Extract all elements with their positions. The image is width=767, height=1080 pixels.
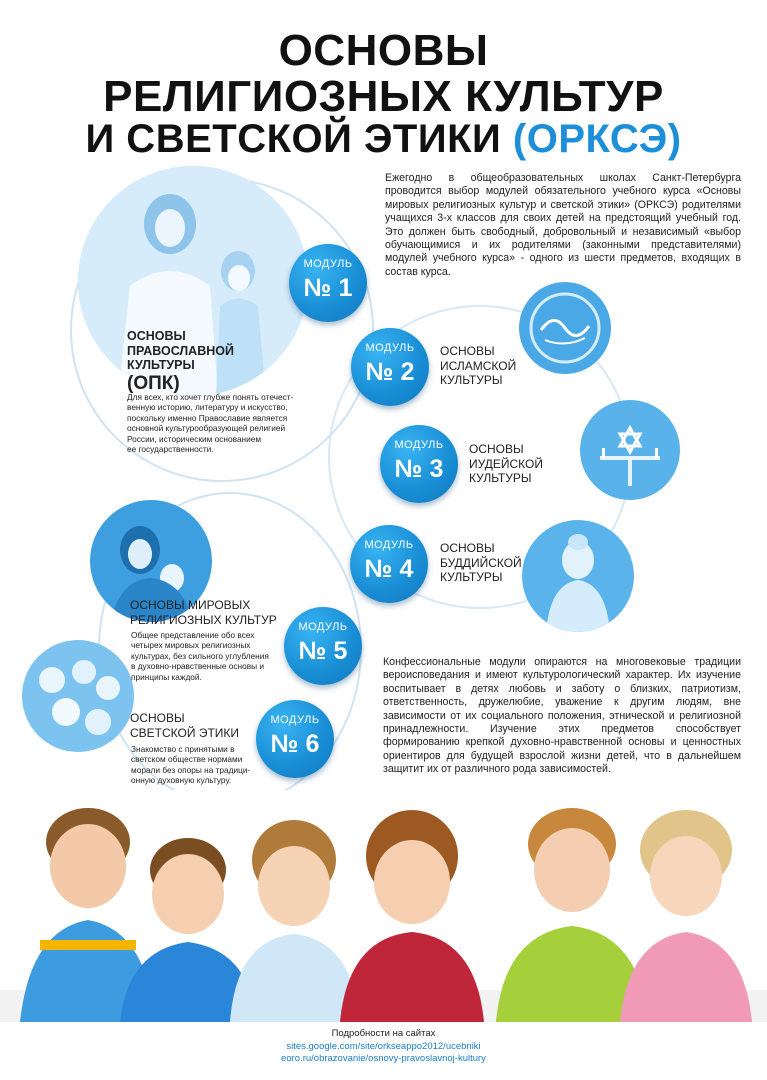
- title-line-3: [0, 118, 767, 160]
- module-2-title-line: КУЛЬТУРЫ: [440, 373, 503, 387]
- module-1-title-line: ПРАВОСЛАВНОЙ: [127, 343, 234, 358]
- description-line: Для всех, кто хочет глубже понять отечест-: [127, 392, 294, 402]
- module-1-description: [127, 392, 293, 454]
- description-line: венную историю, литературу и искусство,: [127, 402, 288, 413]
- description-line: поскольку именно Православие является: [127, 412, 288, 423]
- module-1-abbreviation: (ОПК): [127, 372, 180, 394]
- module-5-title: [130, 598, 277, 627]
- module-5-description: [131, 630, 269, 682]
- description-line: четырех мировых религиозных: [131, 640, 251, 651]
- title-line-1: ОСНОВЫ: [278, 26, 489, 75]
- module-2-title-line: ИСЛАМСКОЙ: [440, 358, 517, 373]
- description-line: культурах, без сильного углубления: [131, 650, 269, 661]
- description-line: России, историческим основанием: [127, 433, 262, 444]
- module-6-title: [130, 711, 239, 740]
- title-abbreviation: (ОРКСЭ): [512, 117, 682, 161]
- module-2-number: № 2: [365, 358, 415, 386]
- module-2-title-line: ОСНОВЫ: [440, 344, 495, 358]
- module-5-title-line: ОСНОВЫ МИРОВЫХ: [130, 598, 251, 612]
- description-line: в духовно-нравственные основы и: [131, 661, 265, 672]
- module-6-title-line: ОСНОВЫ: [130, 711, 185, 725]
- intro-paragraph: Ежегодно в общеобразовательных школах Санкт-Петербурга проводится выбор модулей обязательного учебного курса «Основы мировых религиозных культур и светской этики» (ОРКСЭ) родителями учащихся 3-х классов для своих детей на предстоящий учебный год. Это должен быть свободный, добровольный и независимый «выбор обучающимися и их родителями (законными представителями) модулей учебного курса» - одного из шести предметов, входящих в состав курса.: [385, 172, 741, 278]
- children-photo: [0, 790, 767, 1022]
- description-line: основной культурообразующей религией: [127, 423, 286, 434]
- module-3-title-line: ОСНОВЫ: [469, 442, 524, 456]
- description-line: онную духовную культуру.: [131, 775, 232, 786]
- module-2-label: МОДУЛЬ: [365, 342, 415, 354]
- title-line-3-main: И СВЕТСКОЙ ЭТИКИ: [85, 117, 502, 161]
- module-1-number: № 1: [303, 274, 353, 302]
- children-group-illustration: [22, 640, 134, 752]
- module-5-badge: [284, 607, 362, 685]
- module-3-badge: [380, 425, 458, 503]
- module-4-number: № 4: [364, 555, 414, 583]
- footer-link-1[interactable]: sites.google.com/site/orkseappo2012/ucebniki: [286, 1041, 481, 1052]
- title-line-2: РЕЛИГИОЗНЫХ КУЛЬТУР: [103, 72, 664, 121]
- module-5-number: № 5: [298, 637, 348, 665]
- module-4-title-line: КУЛЬТУРЫ: [440, 570, 503, 584]
- module-3-label: МОДУЛЬ: [394, 439, 444, 451]
- buddhist-illustration: [522, 520, 634, 632]
- description-line: светском обществе нормами: [131, 754, 243, 765]
- module-4-title-line: ОСНОВЫ: [440, 541, 495, 555]
- judaic-illustration: [580, 400, 680, 500]
- module-6-title-line: СВЕТСКОЙ ЭТИКИ: [130, 725, 240, 740]
- module-3-title: [469, 442, 543, 486]
- module-3-title-line: ИУДЕЙСКОЙ: [469, 456, 543, 471]
- module-1-badge: [289, 244, 367, 322]
- module-4-label: МОДУЛЬ: [364, 539, 414, 551]
- module-1-title-line: КУЛЬТУРЫ: [127, 358, 195, 372]
- module-2-badge: [351, 328, 429, 406]
- footer-label: Подробности на сайтах: [331, 1028, 436, 1039]
- closing-paragraph: Конфессиональные модули опираются на многовековые традиции вероисповедания и имеют культурологический характер. Их изучение воспитывает в детях любовь и заботу о близких, патриотизм, ответственность, дружелюбие, уважение к другим людям, вне зависимости от их социального положения, этнической и религиозной принадлежности. Изучение этих предметов способствует формированию крепкой духовно-нравственной основы и ценностных ориентиров для будущей взрослой жизни детей, что в дальнейшем защитит их от различного рода зависимостей.: [383, 656, 741, 776]
- module-6-label: МОДУЛЬ: [270, 714, 320, 726]
- description-line: принципы каждой.: [131, 671, 202, 682]
- module-6-badge: [256, 700, 334, 778]
- description-line: морали без опоры на традици-: [131, 764, 251, 775]
- module-3-title-line: КУЛЬТУРЫ: [469, 471, 532, 485]
- module-1-title: [127, 329, 234, 395]
- description-line: ее государственности.: [127, 444, 214, 455]
- description-line: Общее представление обо всех: [131, 630, 255, 640]
- module-6-number: № 6: [270, 730, 320, 758]
- module-2-title: [440, 344, 516, 388]
- module-5-title-line: РЕЛИГИОЗНЫХ КУЛЬТУР: [130, 612, 277, 627]
- islamic-illustration: [519, 282, 611, 374]
- module-5-label: МОДУЛЬ: [298, 621, 348, 633]
- module-6-description: [131, 744, 250, 786]
- module-1-title-line: ОСНОВЫ: [127, 329, 186, 343]
- module-1-label: МОДУЛЬ: [303, 258, 353, 270]
- description-line: Знакомство с принятыми в: [131, 744, 235, 754]
- module-4-badge: [350, 525, 428, 603]
- module-4-title: [440, 541, 522, 585]
- module-3-number: № 3: [394, 455, 444, 483]
- footer-link-2[interactable]: eoro.ru/obrazovanie/osnovy-pravoslavnoj-kultury: [281, 1053, 486, 1064]
- module-4-title-line: БУДДИЙСКОЙ: [440, 555, 522, 570]
